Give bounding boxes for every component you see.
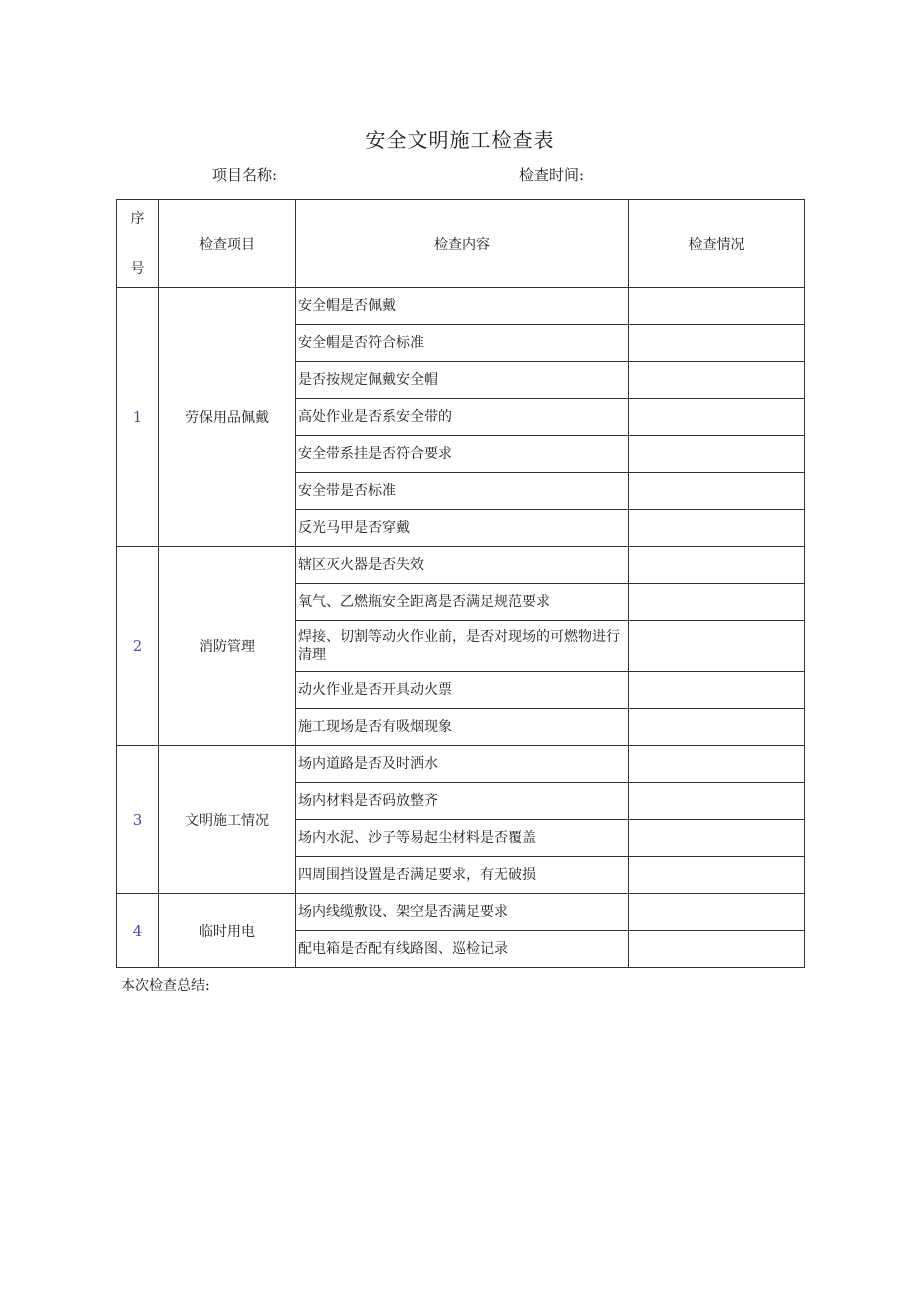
- check-status-cell[interactable]: [629, 547, 805, 584]
- check-status-cell[interactable]: [629, 746, 805, 783]
- header-seq-top: 序: [130, 210, 145, 227]
- section-category: 劳保用品佩戴: [159, 288, 296, 547]
- check-content-cell: 焊接、切割等动火作业前，是否对现场的可燃物进行清理: [296, 621, 629, 672]
- table-row: [117, 288, 805, 325]
- check-content-cell: 安全帽是否佩戴: [296, 288, 629, 325]
- check-status-cell[interactable]: [629, 783, 805, 820]
- check-content-cell: 场内材料是否码放整齐: [296, 783, 629, 820]
- inspection-table: [116, 199, 805, 968]
- check-content-cell: 动火作业是否开具动火票: [296, 672, 629, 709]
- header-item: 检查项目: [159, 200, 296, 288]
- check-status-cell[interactable]: [629, 510, 805, 547]
- header-status: 检查情况: [629, 200, 805, 288]
- check-content-cell: 四周围挡设置是否满足要求，有无破损: [296, 857, 629, 894]
- check-status-cell[interactable]: [629, 820, 805, 857]
- page-title: 安全文明施工检查表: [365, 128, 555, 152]
- check-status-cell[interactable]: [629, 621, 805, 672]
- check-status-cell[interactable]: [629, 362, 805, 399]
- table-header-row: [117, 200, 805, 288]
- check-status-cell[interactable]: [629, 672, 805, 709]
- check-status-cell[interactable]: [629, 857, 805, 894]
- check-status-cell[interactable]: [629, 931, 805, 968]
- check-status-cell[interactable]: [629, 288, 805, 325]
- section-number: 4: [117, 894, 159, 968]
- check-content-cell: 场内道路是否及时洒水: [296, 746, 629, 783]
- table-row: [117, 746, 805, 783]
- check-content-cell: 场内水泥、沙子等易起尘材料是否覆盖: [296, 820, 629, 857]
- section-category: 临时用电: [159, 894, 296, 968]
- check-content-cell: 安全带系挂是否符合要求: [296, 436, 629, 473]
- check-status-cell[interactable]: [629, 894, 805, 931]
- check-status-cell[interactable]: [629, 399, 805, 436]
- check-content-cell: 配电箱是否配有线路图、巡检记录: [296, 931, 629, 968]
- section-category: 消防管理: [159, 547, 296, 746]
- table-body: [117, 288, 805, 968]
- check-status-cell[interactable]: [629, 436, 805, 473]
- section-category: 文明施工情况: [159, 746, 296, 894]
- check-content-cell: 是否按规定佩戴安全帽: [296, 362, 629, 399]
- check-status-cell[interactable]: [629, 584, 805, 621]
- check-content-cell: 辖区灭火器是否失效: [296, 547, 629, 584]
- check-status-cell[interactable]: [629, 473, 805, 510]
- table-row: [117, 894, 805, 931]
- section-number: 2: [117, 547, 159, 746]
- header-seq-bottom: 号: [130, 260, 145, 277]
- check-content-cell: 安全帽是否符合标准: [296, 325, 629, 362]
- check-status-cell[interactable]: [629, 325, 805, 362]
- inspection-time-label: 检查时间:: [519, 166, 585, 184]
- section-number: 1: [117, 288, 159, 547]
- project-name-label: 项目名称:: [212, 166, 278, 184]
- check-content-cell: 反光马甲是否穿戴: [296, 510, 629, 547]
- summary-label: 本次检查总结:: [121, 978, 210, 994]
- header-content: 检查内容: [296, 200, 629, 288]
- check-content-cell: 施工现场是否有吸烟现象: [296, 709, 629, 746]
- check-status-cell[interactable]: [629, 709, 805, 746]
- table-row: [117, 547, 805, 584]
- check-content-cell: 氧气、乙燃瓶安全距离是否满足规范要求: [296, 584, 629, 621]
- header-seq: [117, 200, 159, 288]
- section-number: 3: [117, 746, 159, 894]
- check-content-cell: 场内线缆敷设、架空是否满足要求: [296, 894, 629, 931]
- check-content-cell: 安全带是否标准: [296, 473, 629, 510]
- check-content-cell: 高处作业是否系安全带的: [296, 399, 629, 436]
